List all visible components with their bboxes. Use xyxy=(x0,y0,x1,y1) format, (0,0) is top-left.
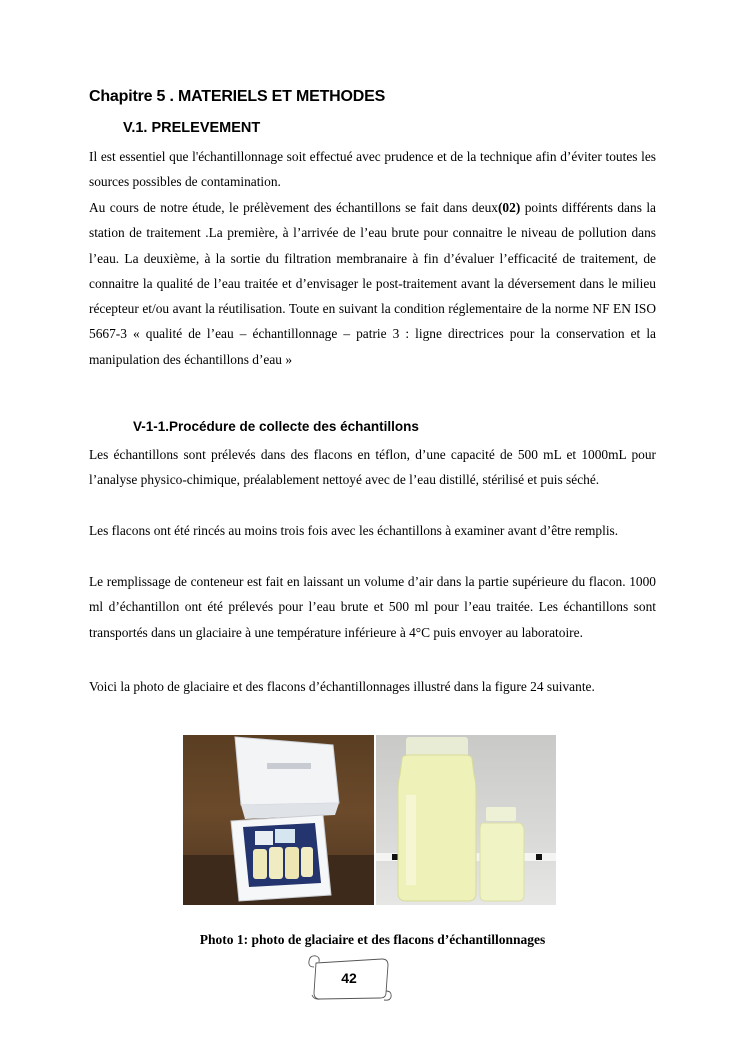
paragraph-intro: Il est essentiel que l'échantillonnage soit effectué avec prudence et de la technique afin d’éviter toutes les sources possibles de contamination. xyxy=(89,149,656,190)
section-title: V.1. PRELEVEMENT xyxy=(123,120,261,136)
page-number: 42 xyxy=(341,970,357,986)
paragraph-flasks: Les échantillons sont prélevés dans des flacons en téflon, d’une capacité de 500 mL et 1000mL pour l’analyse physico-chimique, préalablement nettoyé avec de l’eau distillé, stérilisé et puis séché. xyxy=(89,447,656,488)
page-number-scroll xyxy=(306,951,392,1001)
chapter-title: Chapitre 5 . MATERIELS ET METHODES xyxy=(89,88,386,105)
paragraph-sampling-points-rest: points différents dans la station de traitement .La première, à l’arrivée de l’eau brute pour connaitre le niveau de pollution dans l’eau. La deuxième, à la sortie du filtration membranaire à fin d’évaluer l’efficacité de traitement, de connaitre la qualité de l’eau traitée et d’envisager le post-traitement avant la déversement dans le milieu récepteur et/ou avant la réutilisation. Toute en suivant la condition réglementaire de la norme NF EN ISO 5667-3 « qualité de l’eau – échantillonnage – patrie 3 : ligne directrices pour la conservation et la manipulation des échantillons d’eau » xyxy=(89,200,656,367)
bold-count: (02) xyxy=(497,200,521,215)
figure-caption: Photo 1: photo de glaciaire et des flacons d’échantillonnages xyxy=(199,932,546,947)
paragraph-photo-intro: Voici la photo de glaciaire et des flacons d’échantillonnages illustré dans la figure 24 suivante. xyxy=(89,679,595,694)
flasks-illustration xyxy=(376,735,556,905)
paragraph-rinsing: Les flacons ont été rincés au moins trois fois avec les échantillons à examiner avant d’être remplis. xyxy=(89,523,619,538)
cooler-illustration xyxy=(183,735,374,905)
paragraph-filling: Le remplissage de conteneur est fait en laissant un volume d’air dans la partie supérieure du flacon. 1000 ml d’échantillon ont été prélevés pour l’eau brute et 500 ml pour l’eau traitée. Les échantillons sont transportés dans un glaciaire à une température inférieure à 4°C puis envoyer au laboratoire. xyxy=(89,574,656,640)
flasks-photo xyxy=(376,735,556,905)
photo-figure xyxy=(183,735,556,905)
cooler-photo xyxy=(183,735,374,905)
paragraph-sampling-points-start: Au cours de notre étude, le prélèvement des échantillons se fait dans deux xyxy=(89,200,498,215)
paragraph-sampling-points xyxy=(89,195,656,372)
subsection-title: V-1-1.Procédure de collecte des échantillons xyxy=(133,419,419,434)
